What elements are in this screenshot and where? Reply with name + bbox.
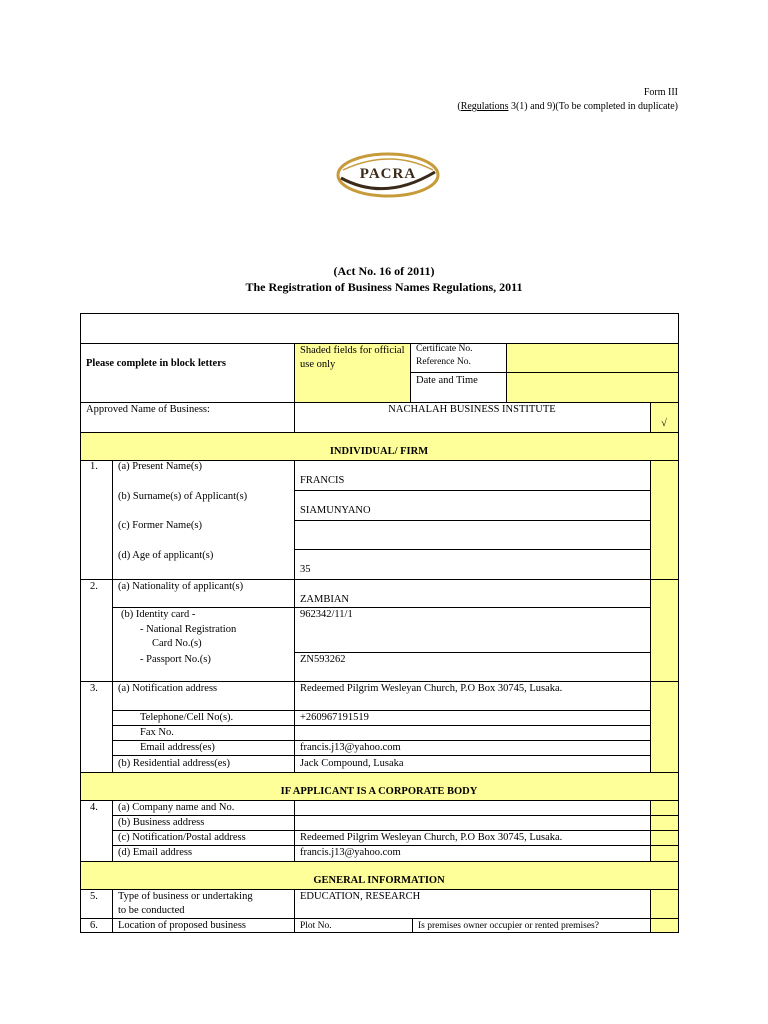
passport-label: - Passport No.(s) — [140, 654, 211, 665]
surname-field[interactable]: SIAMUNYANO — [300, 505, 371, 516]
location-label: Location of proposed business — [118, 920, 247, 931]
telephone-field[interactable]: +260967191519 — [300, 712, 369, 723]
business-type-field[interactable]: EDUCATION, RESEARCH — [300, 891, 421, 902]
nrc-label-line2: Card No.(s) — [152, 638, 202, 649]
business-type-label: Type of business or undertaking — [118, 891, 253, 902]
premises-question: Is premises owner occupier or rented premises? — [418, 921, 599, 931]
email-label: Email address(es) — [140, 742, 215, 753]
residential-address-label: (b) Residential address(es) — [118, 758, 230, 769]
company-name-label: (a) Company name and No. — [118, 802, 235, 813]
shaded-fields-note: Shaded fields for official use only — [300, 345, 405, 370]
row-number-4: 4. — [90, 802, 98, 813]
notification-address-label: (a) Notification address — [118, 683, 218, 694]
business-address-label: (b) Business address — [118, 817, 205, 828]
nationality-field[interactable]: ZAMBIAN — [300, 594, 349, 605]
row-number-3: 3. — [90, 683, 98, 694]
corporate-notification-label: (c) Notification/Postal address — [118, 832, 246, 843]
former-name-label: (c) Former Name(s) — [118, 520, 202, 531]
regulations-note: (Regulations 3(1) and 9)(To be completed in duplicate) — [457, 101, 678, 112]
regulations-title: The Registration of Business Names Regulations, 2011 — [245, 280, 523, 294]
certificate-no-label: Certificate No. — [416, 344, 473, 354]
corporate-email-label: (d) Email address — [118, 847, 193, 858]
block-letters-instruction: Please complete in block letters — [86, 358, 226, 369]
business-type-label-line2: to be conducted — [118, 905, 185, 916]
form-number: Form III — [643, 87, 678, 98]
nrc-label: - National Registration — [140, 624, 237, 635]
age-field[interactable]: 35 — [300, 564, 311, 575]
corporate-email-field[interactable]: francis.j13@yahoo.com — [300, 847, 401, 858]
nationality-label: (a) Nationality of applicant(s) — [118, 581, 244, 592]
present-name-label: (a) Present Name(s) — [118, 461, 202, 472]
fax-label: Fax No. — [140, 727, 174, 738]
telephone-label: Telephone/Cell No(s). — [140, 712, 234, 723]
date-time-label: Date and Time — [416, 375, 478, 386]
passport-field[interactable]: ZN593262 — [300, 654, 346, 665]
email-field[interactable]: francis.j13@yahoo.com — [300, 742, 401, 753]
row-number-1: 1. — [90, 461, 98, 472]
identity-card-label: (b) Identity card - — [121, 609, 196, 620]
notification-address-field[interactable]: Redeemed Pilgrim Wesleyan Church, P.O Box 30745, Lusaka. — [300, 683, 563, 694]
section-individual-title: INDIVIDUAL/ FIRM — [329, 446, 429, 457]
surname-label: (b) Surname(s) of Applicant(s) — [118, 491, 248, 502]
row-number-5: 5. — [90, 891, 98, 902]
approved-checkmark: √ — [661, 418, 667, 429]
row-number-6: 6. — [90, 920, 98, 931]
logo-text: PACRA — [359, 166, 417, 182]
pacra-logo — [335, 150, 441, 200]
section-general-title: GENERAL INFORMATION — [313, 875, 445, 886]
present-name-field[interactable]: FRANCIS — [300, 475, 345, 486]
official-column-3 — [650, 889, 678, 932]
approved-name-label: Approved Name of Business: — [86, 404, 210, 415]
nrc-field[interactable]: 962342/11/1 — [300, 609, 353, 620]
row-number-2: 2. — [90, 581, 98, 592]
age-label: (d) Age of applicant(s) — [118, 550, 214, 561]
approved-name-value[interactable]: NACHALAH BUSINESS INSTITUTE — [388, 404, 556, 415]
plot-no-label: Plot No. — [300, 921, 332, 931]
residential-address-field[interactable]: Jack Compound, Lusaka — [300, 758, 404, 769]
official-column-1 — [650, 460, 678, 772]
act-title: (Act No. 16 of 2011) — [333, 264, 435, 278]
corporate-notification-field[interactable]: Redeemed Pilgrim Wesleyan Church, P.O Box 30745, Lusaka. — [300, 832, 563, 843]
reference-no-label: Reference No. — [416, 357, 471, 367]
section-corporate-title: IF APPLICANT IS A CORPORATE BODY — [280, 786, 478, 797]
